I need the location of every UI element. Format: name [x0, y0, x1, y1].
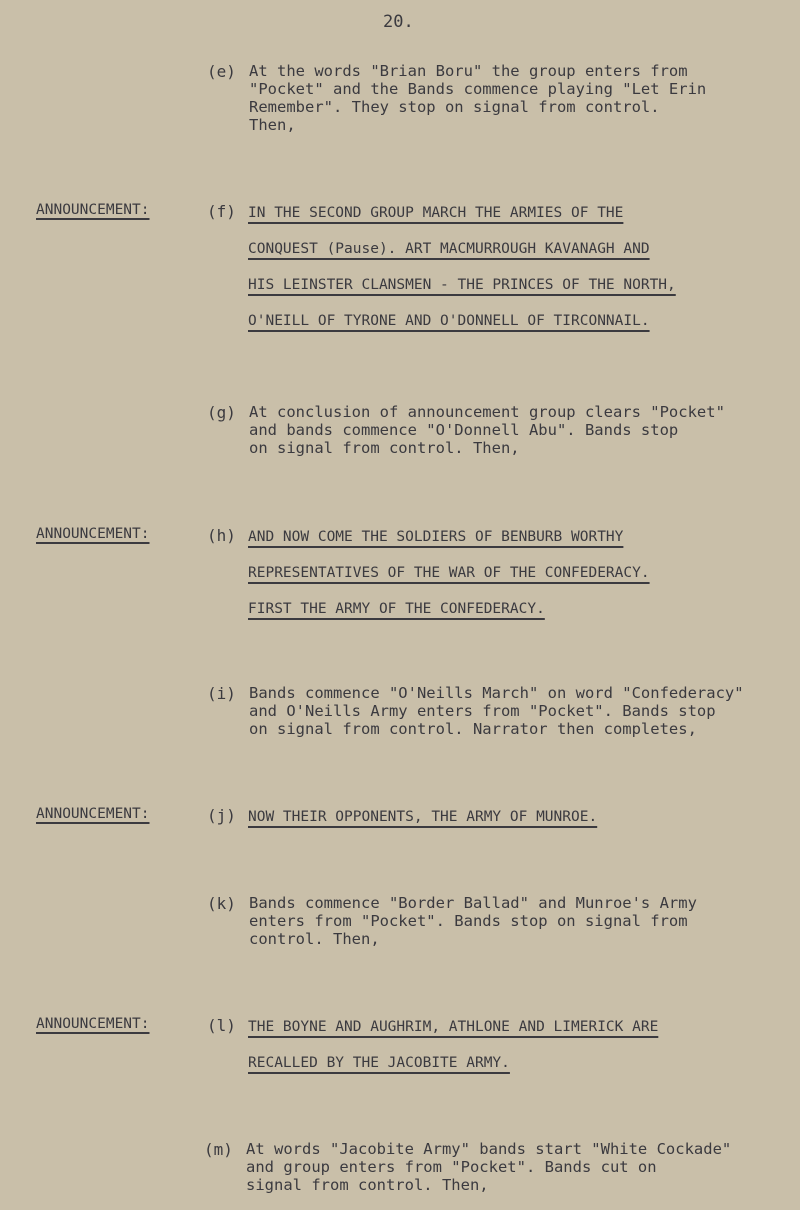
- announcement-line: HIS LEINSTER CLANSMEN - THE PRINCES OF THE NORTH,: [248, 277, 676, 293]
- page-number: 20.: [383, 12, 414, 32]
- announcement-line: IN THE SECOND GROUP MARCH THE ARMIES OF THE: [248, 205, 624, 221]
- announcement-line: REPRESENTATIVES OF THE WAR OF THE CONFEDERACY.: [248, 565, 650, 581]
- item-marker-i: (i): [207, 684, 236, 703]
- item-text-g: [249, 403, 725, 457]
- announcement-line: NOW THEIR OPPONENTS, THE ARMY OF MUNROE.: [248, 809, 598, 825]
- text-line: Remember". They stop on signal from control.: [249, 98, 660, 116]
- announcement-line: AND NOW COME THE SOLDIERS OF BENBURB WORTHY: [248, 529, 624, 545]
- item-marker-f: (f): [207, 202, 236, 221]
- announcement-text-f: [248, 202, 676, 346]
- item-marker-l: (l): [207, 1016, 236, 1035]
- text-line: control. Then,: [249, 930, 380, 948]
- item-marker-m: (m): [204, 1140, 233, 1159]
- text-line: At conclusion of announcement group clears "Pocket": [249, 403, 725, 421]
- item-marker-e: (e): [207, 62, 236, 81]
- announcement-line: CONQUEST (Pause). ART MACMURROUGH KAVANAGH AND: [248, 241, 650, 257]
- announcement-label: ANNOUNCEMENT:: [36, 526, 150, 542]
- announcement-line: RECALLED BY THE JACOBITE ARMY.: [248, 1055, 510, 1071]
- text-line: Then,: [249, 116, 296, 134]
- text-line: At words "Jacobite Army" bands start "White Cockade": [246, 1140, 732, 1158]
- item-marker-g: (g): [207, 403, 236, 422]
- announcement-text-j: [248, 806, 597, 842]
- text-line: signal from control. Then,: [246, 1176, 489, 1194]
- text-line: Bands commence "Border Ballad" and Munroe's Army: [249, 894, 697, 912]
- item-marker-j: (j): [207, 806, 236, 825]
- text-line: on signal from control. Narrator then completes,: [249, 720, 697, 738]
- item-marker-h: (h): [207, 526, 236, 545]
- item-text-e: [249, 62, 706, 134]
- text-line: enters from "Pocket". Bands stop on signal from: [249, 912, 688, 930]
- announcement-label: ANNOUNCEMENT:: [36, 806, 150, 822]
- announcement-text-l: [248, 1016, 658, 1088]
- item-marker-k: (k): [207, 894, 236, 913]
- text-line: Bands commence "O'Neills March" on word "Confederacy": [249, 684, 744, 702]
- announcement-label: ANNOUNCEMENT:: [36, 1016, 150, 1032]
- item-text-m: [246, 1140, 731, 1194]
- text-line: and bands commence "O'Donnell Abu". Bands stop: [249, 421, 679, 439]
- text-line: and group enters from "Pocket". Bands cut on: [246, 1158, 657, 1176]
- text-line: "Pocket" and the Bands commence playing "Let Erin: [249, 80, 707, 98]
- item-text-i: [249, 684, 744, 738]
- text-line: and O'Neills Army enters from "Pocket". Bands stop: [249, 702, 716, 720]
- announcement-label: ANNOUNCEMENT:: [36, 202, 150, 218]
- text-line: on signal from control. Then,: [249, 439, 520, 457]
- text-line: At the words "Brian Boru" the group enters from: [249, 62, 688, 80]
- announcement-line: O'NEILL OF TYRONE AND O'DONNELL OF TIRCONNAIL.: [248, 313, 650, 329]
- announcement-line: FIRST THE ARMY OF THE CONFEDERACY.: [248, 601, 545, 617]
- announcement-line: THE BOYNE AND AUGHRIM, ATHLONE AND LIMERICK ARE: [248, 1019, 659, 1035]
- item-text-k: [249, 894, 697, 948]
- announcement-text-h: [248, 526, 650, 634]
